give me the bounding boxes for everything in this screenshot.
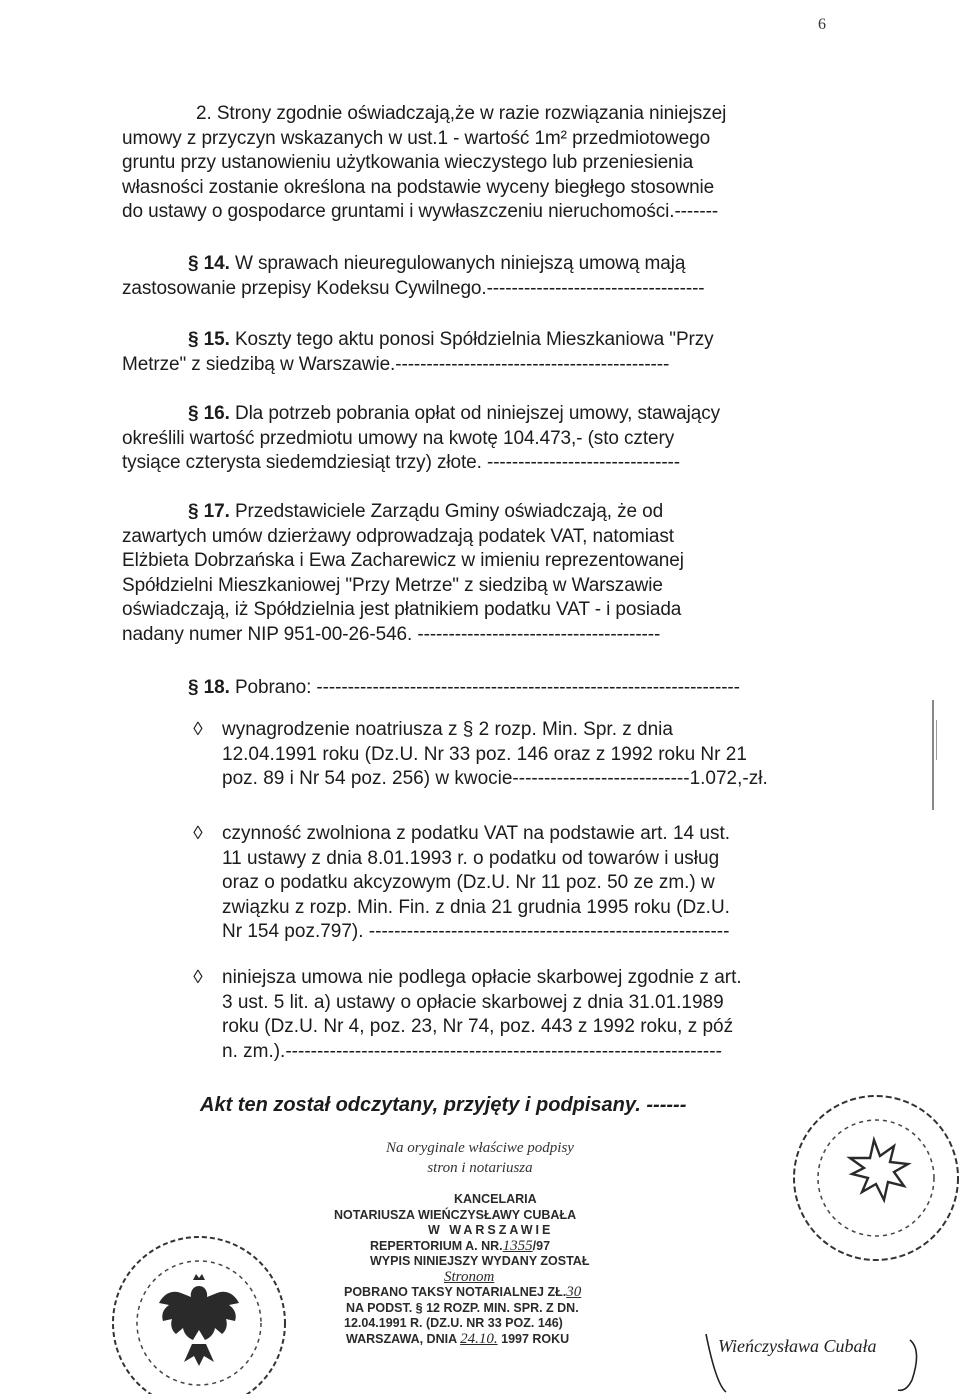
text-line: Przedstawiciele Zarządu Gminy oświadczają, że od	[229, 501, 664, 522]
text-line: niniejsza umowa nie podlega opłacie skarbowej zgodnie z art.	[222, 967, 742, 988]
text-line: n. zm.).---------------------------------------------------------------------	[222, 1040, 722, 1062]
section-16-first-line	[122, 402, 830, 427]
stamp-line: WYPIS NINIEJSZY WYDANY ZOSTAŁ	[370, 1254, 590, 1268]
fee-item-text	[222, 966, 742, 1064]
text-line: tysiące czterysta siedemdziesiąt trzy) złote. -------------------------------	[122, 452, 681, 474]
text-line: gruntu przy ustanowieniu użytkowania wieczystego lub przeniesienia	[122, 152, 694, 174]
text-line: Pobrano: --------------------------------------------------------------------	[229, 677, 740, 698]
diamond-bullet-icon: ◊	[193, 719, 203, 740]
section-17-first-line	[122, 500, 830, 525]
closing-statement: Akt ten został odczytany, przyjęty i podpisany. ------	[200, 1094, 687, 1116]
stamp-text: 1997 ROKU	[501, 1331, 570, 1346]
handwritten-fee: 30	[566, 1284, 582, 1300]
section-14	[122, 252, 830, 301]
handwritten-number: 1355	[502, 1237, 533, 1254]
handwritten-date: 24.10.	[460, 1330, 498, 1347]
section-14-first-line	[122, 252, 830, 277]
diamond-bullet-icon: ◊	[193, 967, 203, 988]
text-line: Dla potrzeb pobrania opłat od niniejszej umowy, stawający	[229, 403, 720, 424]
text-line: zawartych umów dzierżawy odprowadzają podatek VAT, natomiast	[122, 525, 674, 547]
section-mark: § 17.	[188, 501, 230, 522]
text-line: określili wartość przedmiotu umowy na kwotę 104.473,- (sto cztery	[122, 427, 675, 449]
text-line: nadany numer NIP 951-00-26-546. ---------------------------------------	[122, 623, 661, 645]
fee-item-text	[222, 718, 768, 792]
section-mark: § 15.	[188, 329, 230, 350]
text-line: wynagrodzenie noatriusza z § 2 rozp. Min. Spr. z dnia	[222, 719, 673, 740]
signature-strokes-icon	[700, 1326, 940, 1394]
section-mark: § 18.	[188, 677, 230, 698]
text-line: związku z rozp. Min. Fin. z dnia 21 grudnia 1995 roku (Dz.U.	[222, 896, 730, 918]
original-note-line: Na oryginale właściwe podpisy	[386, 1140, 574, 1156]
section-mark: § 16.	[188, 403, 230, 424]
text-line: do ustawy o gospodarce gruntami i wywłaszczeniu nieruchomości.-------	[122, 201, 719, 223]
stamp-text: REPERTORIUM A. NR.	[370, 1238, 503, 1253]
notary-seal-left-icon	[104, 1228, 294, 1394]
stamp-line: W WARSZAWIE	[428, 1223, 554, 1237]
stamp-line-recipient	[334, 1270, 674, 1286]
text-line: umowy z przyczyn wskazanych w ust.1 - wartość 1m² przedmiotowego	[122, 127, 711, 149]
section-16	[122, 402, 830, 476]
paragraph-point-2	[122, 102, 830, 225]
stamp-line: NOTARIUSZA WIEŃCZYSŁAWY CUBAŁA	[334, 1207, 577, 1222]
text-line: 3 ust. 5 lit. a) ustawy o opłacie skarbowej z dnia 31.01.1989	[222, 991, 724, 1013]
stamp-line-date	[334, 1332, 674, 1348]
stamp-text: /97	[532, 1238, 551, 1253]
handwritten-recipient: Stronom	[444, 1268, 495, 1285]
stamp-text: WARSZAWA, DNIA	[346, 1331, 457, 1346]
fee-item-text	[222, 822, 730, 945]
section-mark: § 14.	[188, 253, 230, 274]
text-line: 2. Strony zgodnie oświadczają,że w razie rozwiązania niniejszej	[196, 103, 727, 124]
original-note-line: stron i notariusza	[427, 1160, 533, 1176]
text-line: oraz o podatku akcyzowym (Dz.U. Nr 11 poz. 50 ze zm.) w	[222, 872, 715, 894]
text-line: W sprawach nieuregulowanych niniejszą umową mają	[229, 253, 686, 274]
text-line: poz. 89 i Nr 54 poz. 256) w kwocie----------------------------1.072,-zł.	[222, 768, 768, 790]
stamp-line: KANCELARIA	[454, 1192, 537, 1206]
section-18-first-line	[122, 676, 830, 701]
text-line: Metrze" z siedzibą w Warszawie.--------------------------------------------	[122, 353, 670, 375]
text-line: Spółdzielni Mieszkaniowej "Przy Metrze" z siedzibą w Warszawie	[122, 574, 663, 596]
stamp-line: 12.04.1991 R. (DZ.U. NR 33 POZ. 146)	[344, 1316, 563, 1330]
text-line: Nr 154 poz.797). ---------------------------------------------------------	[222, 921, 730, 943]
text-line: 11 ustawy z dnia 8.01.1993 r. o podatku od towarów i usług	[222, 847, 720, 869]
notary-signature: Wieńczysława Cubała	[718, 1336, 877, 1356]
text-line: zastosowanie przepisy Kodeksu Cywilnego.-----------------------------------	[122, 277, 705, 299]
scan-margin-mark	[936, 720, 937, 760]
section-17	[122, 500, 830, 648]
text-line: własności zostanie określona na podstawie wyceny biegłego stosownie	[122, 176, 715, 198]
section-15-first-line	[122, 328, 830, 353]
text-line: roku (Dz.U. Nr 4, poz. 23, Nr 74, poz. 443 z 1992 roku, z póź	[222, 1016, 734, 1038]
stamp-line-repertorium	[334, 1239, 674, 1255]
section-15	[122, 328, 830, 377]
text-line: czynność zwolniona z podatku VAT na podstawie art. 14 ust.	[222, 823, 731, 844]
scan-margin-mark	[932, 700, 934, 810]
stamp-line: NA PODST. § 12 ROZP. MIN. SPR. Z DN.	[346, 1300, 579, 1315]
text-line: Koszty tego aktu ponosi Spółdzielnia Mieszkaniowa "Przy	[229, 329, 714, 350]
text-line: 12.04.1991 roku (Dz.U. Nr 33 poz. 146 oraz z 1992 roku Nr 21	[222, 743, 747, 765]
diamond-bullet-icon: ◊	[193, 823, 203, 844]
text-line: Elżbieta Dobrzańska i Ewa Zacharewicz w imieniu reprezentowanej	[122, 550, 684, 572]
notary-seal-right-icon	[770, 1088, 960, 1268]
section-18	[122, 676, 830, 701]
notary-stamp	[334, 1192, 674, 1347]
stamp-text: POBRANO TAKSY NOTARIALNEJ ZŁ.	[344, 1285, 567, 1299]
text-line: oświadczają, iż Spółdzielnia jest płatnikiem podatku VAT - i posiada	[122, 599, 682, 621]
page-number: 6	[818, 16, 826, 33]
stamp-line-fee	[334, 1285, 674, 1301]
